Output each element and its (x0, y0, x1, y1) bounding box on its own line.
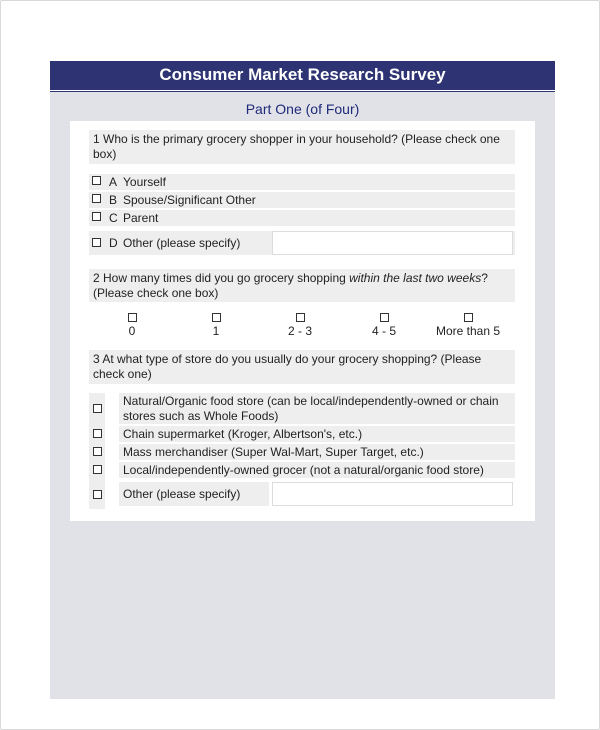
q3-option-other: Other (please specify) (119, 482, 269, 506)
checkbox[interactable] (128, 313, 137, 322)
q3-checkbox-natural-organic[interactable] (93, 404, 102, 413)
checkbox[interactable] (380, 313, 389, 322)
q2-option-1[interactable] (171, 313, 261, 338)
q2-option-0[interactable] (87, 313, 177, 338)
checkbox[interactable] (92, 176, 101, 185)
q1-option-b[interactable] (89, 192, 515, 208)
option-letter: D (109, 236, 118, 250)
option-letter: C (109, 211, 118, 225)
question-2-text-end: ? (Please check one box) (93, 271, 488, 300)
checkbox[interactable] (92, 212, 101, 221)
q3-option-natural-organic: Natural/Organic food store (can be local/independently-owned or chain stores such as Whole Foods) (119, 393, 515, 424)
q1-option-a[interactable] (89, 174, 515, 190)
option-label: 4 - 5 (371, 324, 396, 338)
q3-checkbox-local-grocer[interactable] (93, 465, 102, 474)
title-underline (50, 91, 555, 92)
question-2-text-emphasis: within the last two weeks (349, 271, 482, 285)
checkbox[interactable] (212, 313, 221, 322)
option-label: More than 5 (435, 324, 501, 338)
option-label: 1 (212, 324, 220, 338)
question-2-text-start: 2 How many times did you go grocery shopping (93, 271, 350, 285)
q3-checkbox-other[interactable] (93, 490, 102, 499)
q2-option-2-3[interactable] (255, 313, 345, 338)
option-label: Yourself (123, 175, 166, 189)
question-1-text: 1 Who is the primary grocery shopper in your household? (Please check one box) (89, 130, 515, 164)
option-label: Spouse/Significant Other (123, 193, 256, 207)
q2-option-4-5[interactable] (339, 313, 429, 338)
option-letter: B (109, 193, 118, 207)
q3-option-mass-merchandiser: Mass merchandiser (Super Wal-Mart, Super Target, etc.) (119, 444, 515, 460)
option-label: Parent (123, 211, 159, 225)
option-label: Other (please specify) (123, 236, 241, 250)
q3-checkbox-chain-supermarket[interactable] (93, 429, 102, 438)
checkbox[interactable] (464, 313, 473, 322)
survey-title: Consumer Market Research Survey (50, 61, 555, 92)
checkbox[interactable] (296, 313, 305, 322)
q3-option-chain-supermarket: Chain supermarket (Kroger, Albertson's, etc.) (119, 426, 515, 442)
question-3-text: 3 At what type of store do you usually do your grocery shopping? (Please check one) (89, 350, 515, 384)
question-2-text (89, 269, 515, 302)
checkbox[interactable] (92, 194, 101, 203)
q3-other-specify-input[interactable] (272, 482, 513, 506)
option-label: 2 - 3 (287, 324, 312, 338)
part-heading: Part One (of Four) (70, 97, 535, 121)
q2-option-more-than-5[interactable] (423, 313, 513, 338)
q3-checkbox-mass-merchandiser[interactable] (93, 447, 102, 456)
option-letter: A (109, 175, 118, 189)
q3-option-local-grocer: Local/independently-owned grocer (not a natural/organic food store) (119, 462, 515, 478)
checkbox[interactable] (92, 238, 101, 247)
q1-other-specify-input[interactable] (272, 231, 513, 255)
q1-option-c[interactable] (89, 210, 515, 226)
option-label: 0 (128, 324, 136, 338)
